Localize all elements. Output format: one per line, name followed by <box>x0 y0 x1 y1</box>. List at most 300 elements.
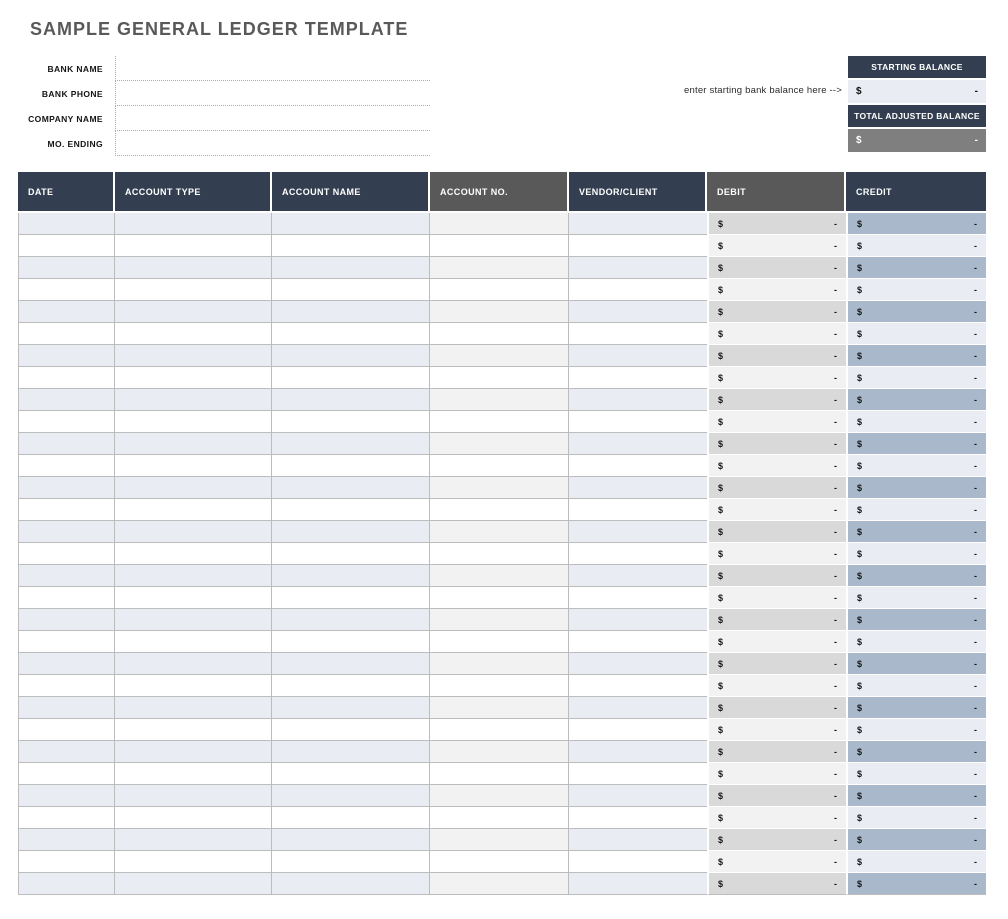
cell-date[interactable] <box>18 257 115 279</box>
cell-date[interactable] <box>18 235 115 257</box>
cell-account-name[interactable] <box>272 499 430 521</box>
cell-vendor-client[interactable] <box>569 741 707 763</box>
cell-account-type[interactable] <box>115 499 272 521</box>
cell-account-name[interactable] <box>272 587 430 609</box>
cell-debit[interactable] <box>707 763 846 785</box>
credit-value: - <box>974 790 977 801</box>
cell-debit[interactable] <box>707 631 846 653</box>
cell-debit[interactable] <box>707 411 846 433</box>
cell-account-type[interactable] <box>115 631 272 653</box>
debit-value: - <box>834 350 837 361</box>
cell-credit[interactable] <box>846 389 986 411</box>
cell-account-no[interactable] <box>430 631 569 653</box>
cell-date[interactable] <box>18 609 115 631</box>
cell-debit[interactable] <box>707 851 846 873</box>
cell-account-type[interactable] <box>115 587 272 609</box>
cell-vendor-client[interactable] <box>569 301 707 323</box>
cell-account-type[interactable] <box>115 543 272 565</box>
cell-account-no[interactable] <box>430 807 569 829</box>
credit-value: - <box>974 768 977 779</box>
cell-credit[interactable] <box>846 521 986 543</box>
cell-account-name[interactable] <box>272 389 430 411</box>
cell-vendor-client[interactable] <box>569 499 707 521</box>
cell-date[interactable] <box>18 521 115 543</box>
cell-account-name[interactable] <box>272 323 430 345</box>
bank-name-field[interactable] <box>115 56 430 81</box>
credit-currency: $ <box>857 878 863 889</box>
cell-account-type[interactable] <box>115 521 272 543</box>
cell-account-no[interactable] <box>430 697 569 719</box>
cell-account-no[interactable] <box>430 323 569 345</box>
cell-account-no[interactable] <box>430 851 569 873</box>
cell-debit[interactable] <box>707 653 846 675</box>
cell-account-name[interactable] <box>272 301 430 323</box>
cell-date[interactable] <box>18 587 115 609</box>
debit-value: - <box>834 746 837 757</box>
cell-date[interactable] <box>18 477 115 499</box>
credit-value: - <box>974 394 977 405</box>
cell-account-type[interactable] <box>115 653 272 675</box>
debit-currency: $ <box>718 218 724 229</box>
cell-account-no[interactable] <box>430 565 569 587</box>
credit-value: - <box>974 702 977 713</box>
cell-account-name[interactable] <box>272 213 430 235</box>
cell-vendor-client[interactable] <box>569 697 707 719</box>
cell-credit[interactable] <box>846 455 986 477</box>
cell-credit[interactable] <box>846 279 986 301</box>
cell-date[interactable] <box>18 653 115 675</box>
cell-account-type[interactable] <box>115 851 272 873</box>
table-row <box>18 455 986 477</box>
cell-date[interactable] <box>18 565 115 587</box>
cell-account-no[interactable] <box>430 873 569 895</box>
table-row <box>18 301 986 323</box>
cell-debit[interactable] <box>707 279 846 301</box>
cell-credit[interactable] <box>846 653 986 675</box>
cell-account-name[interactable] <box>272 543 430 565</box>
cell-account-name[interactable] <box>272 807 430 829</box>
cell-account-name[interactable] <box>272 675 430 697</box>
cell-debit[interactable] <box>707 257 846 279</box>
cell-credit[interactable] <box>846 235 986 257</box>
table-row <box>18 763 986 785</box>
cell-account-type[interactable] <box>115 213 272 235</box>
cell-account-type[interactable] <box>115 323 272 345</box>
table-row <box>18 609 986 631</box>
cell-credit[interactable] <box>846 785 986 807</box>
debit-value: - <box>834 834 837 845</box>
cell-account-type[interactable] <box>115 301 272 323</box>
cell-date[interactable] <box>18 873 115 895</box>
cell-vendor-client[interactable] <box>569 433 707 455</box>
starting-balance-currency: $ <box>856 86 862 97</box>
cell-vendor-client[interactable] <box>569 455 707 477</box>
cell-account-type[interactable] <box>115 763 272 785</box>
cell-account-no[interactable] <box>430 455 569 477</box>
cell-debit[interactable] <box>707 697 846 719</box>
cell-debit[interactable] <box>707 433 846 455</box>
cell-credit[interactable] <box>846 499 986 521</box>
cell-vendor-client[interactable] <box>569 213 707 235</box>
credit-currency: $ <box>857 372 863 383</box>
cell-debit[interactable] <box>707 543 846 565</box>
debit-value: - <box>834 372 837 383</box>
cell-vendor-client[interactable] <box>569 323 707 345</box>
cell-account-type[interactable] <box>115 345 272 367</box>
table-row <box>18 873 986 895</box>
bank-info-form <box>18 56 430 156</box>
debit-currency: $ <box>718 658 724 669</box>
cell-debit[interactable] <box>707 741 846 763</box>
cell-credit[interactable] <box>846 609 986 631</box>
cell-account-no[interactable] <box>430 785 569 807</box>
debit-currency: $ <box>718 372 724 383</box>
cell-account-no[interactable] <box>430 521 569 543</box>
cell-account-name[interactable] <box>272 741 430 763</box>
debit-currency: $ <box>718 570 724 581</box>
cell-account-type[interactable] <box>115 785 272 807</box>
debit-value: - <box>834 306 837 317</box>
cell-date[interactable] <box>18 279 115 301</box>
company-name-field[interactable] <box>115 106 430 131</box>
cell-credit[interactable] <box>846 741 986 763</box>
cell-date[interactable] <box>18 389 115 411</box>
cell-account-no[interactable] <box>430 235 569 257</box>
debit-value: - <box>834 614 837 625</box>
cell-vendor-client[interactable] <box>569 609 707 631</box>
cell-account-name[interactable] <box>272 829 430 851</box>
cell-account-name[interactable] <box>272 719 430 741</box>
cell-credit[interactable] <box>846 807 986 829</box>
column-header-account-type: ACCOUNT TYPE <box>115 172 272 213</box>
cell-account-name[interactable] <box>272 433 430 455</box>
cell-debit[interactable] <box>707 389 846 411</box>
credit-currency: $ <box>857 592 863 603</box>
cell-account-type[interactable] <box>115 279 272 301</box>
cell-account-no[interactable] <box>430 675 569 697</box>
cell-account-type[interactable] <box>115 389 272 411</box>
cell-vendor-client[interactable] <box>569 477 707 499</box>
cell-vendor-client[interactable] <box>569 235 707 257</box>
starting-balance-cell[interactable] <box>848 80 986 103</box>
cell-date[interactable] <box>18 785 115 807</box>
cell-account-name[interactable] <box>272 609 430 631</box>
cell-credit[interactable] <box>846 631 986 653</box>
cell-account-type[interactable] <box>115 411 272 433</box>
cell-vendor-client[interactable] <box>569 411 707 433</box>
cell-account-name[interactable] <box>272 257 430 279</box>
cell-debit[interactable] <box>707 213 846 235</box>
balance-box <box>848 56 986 154</box>
cell-account-type[interactable] <box>115 719 272 741</box>
table-row <box>18 807 986 829</box>
cell-account-name[interactable] <box>272 235 430 257</box>
credit-value: - <box>974 834 977 845</box>
cell-account-type[interactable] <box>115 675 272 697</box>
cell-account-name[interactable] <box>272 763 430 785</box>
cell-account-type[interactable] <box>115 829 272 851</box>
debit-currency: $ <box>718 680 724 691</box>
cell-vendor-client[interactable] <box>569 719 707 741</box>
form-row-company-name <box>18 106 430 131</box>
debit-value: - <box>834 790 837 801</box>
cell-debit[interactable] <box>707 675 846 697</box>
cell-debit[interactable] <box>707 873 846 895</box>
cell-debit[interactable] <box>707 609 846 631</box>
cell-account-name[interactable] <box>272 653 430 675</box>
cell-account-no[interactable] <box>430 587 569 609</box>
cell-account-type[interactable] <box>115 873 272 895</box>
cell-credit[interactable] <box>846 543 986 565</box>
credit-currency: $ <box>857 262 863 273</box>
cell-credit[interactable] <box>846 411 986 433</box>
bank-name-label: BANK NAME <box>47 63 103 74</box>
table-row <box>18 433 986 455</box>
cell-date[interactable] <box>18 499 115 521</box>
credit-value: - <box>974 284 977 295</box>
credit-value: - <box>974 592 977 603</box>
cell-vendor-client[interactable] <box>569 543 707 565</box>
table-row <box>18 367 986 389</box>
cell-date[interactable] <box>18 543 115 565</box>
cell-date[interactable] <box>18 345 115 367</box>
cell-account-no[interactable] <box>430 741 569 763</box>
cell-vendor-client[interactable] <box>569 763 707 785</box>
cell-date[interactable] <box>18 675 115 697</box>
ledger-header-row <box>18 172 986 213</box>
cell-date[interactable] <box>18 323 115 345</box>
cell-date[interactable] <box>18 213 115 235</box>
cell-date[interactable] <box>18 367 115 389</box>
debit-value: - <box>834 482 837 493</box>
credit-value: - <box>974 328 977 339</box>
cell-account-no[interactable] <box>430 301 569 323</box>
cell-account-no[interactable] <box>430 653 569 675</box>
debit-value: - <box>834 416 837 427</box>
cell-account-no[interactable] <box>430 829 569 851</box>
cell-account-type[interactable] <box>115 807 272 829</box>
cell-vendor-client[interactable] <box>569 587 707 609</box>
debit-value: - <box>834 328 837 339</box>
cell-date[interactable] <box>18 829 115 851</box>
cell-debit[interactable] <box>707 719 846 741</box>
cell-debit[interactable] <box>707 785 846 807</box>
cell-debit[interactable] <box>707 587 846 609</box>
cell-account-no[interactable] <box>430 411 569 433</box>
form-row-bank-phone <box>18 81 430 106</box>
credit-value: - <box>974 306 977 317</box>
cell-debit[interactable] <box>707 345 846 367</box>
cell-debit[interactable] <box>707 455 846 477</box>
column-header-account-no: ACCOUNT NO. <box>430 172 569 213</box>
cell-account-no[interactable] <box>430 609 569 631</box>
cell-vendor-client[interactable] <box>569 851 707 873</box>
cell-debit[interactable] <box>707 499 846 521</box>
cell-credit[interactable] <box>846 433 986 455</box>
ledger-body <box>18 213 986 895</box>
cell-account-type[interactable] <box>115 257 272 279</box>
cell-credit[interactable] <box>846 301 986 323</box>
cell-credit[interactable] <box>846 873 986 895</box>
cell-account-type[interactable] <box>115 477 272 499</box>
debit-currency: $ <box>718 284 724 295</box>
cell-account-no[interactable] <box>430 213 569 235</box>
credit-currency: $ <box>857 614 863 625</box>
cell-date[interactable] <box>18 697 115 719</box>
table-row <box>18 521 986 543</box>
cell-account-no[interactable] <box>430 389 569 411</box>
cell-debit[interactable] <box>707 367 846 389</box>
cell-date[interactable] <box>18 301 115 323</box>
cell-credit[interactable] <box>846 851 986 873</box>
credit-currency: $ <box>857 856 863 867</box>
cell-account-name[interactable] <box>272 455 430 477</box>
debit-currency: $ <box>718 240 724 251</box>
credit-currency: $ <box>857 680 863 691</box>
cell-account-no[interactable] <box>430 257 569 279</box>
debit-value: - <box>834 724 837 735</box>
cell-vendor-client[interactable] <box>569 521 707 543</box>
credit-value: - <box>974 856 977 867</box>
credit-currency: $ <box>857 812 863 823</box>
cell-vendor-client[interactable] <box>569 873 707 895</box>
cell-vendor-client[interactable] <box>569 785 707 807</box>
cell-account-no[interactable] <box>430 433 569 455</box>
cell-account-no[interactable] <box>430 345 569 367</box>
cell-account-type[interactable] <box>115 741 272 763</box>
cell-account-type[interactable] <box>115 235 272 257</box>
cell-debit[interactable] <box>707 565 846 587</box>
cell-date[interactable] <box>18 741 115 763</box>
cell-account-name[interactable] <box>272 345 430 367</box>
cell-account-type[interactable] <box>115 455 272 477</box>
cell-credit[interactable] <box>846 829 986 851</box>
credit-currency: $ <box>857 460 863 471</box>
cell-credit[interactable] <box>846 565 986 587</box>
cell-vendor-client[interactable] <box>569 279 707 301</box>
debit-value: - <box>834 284 837 295</box>
cell-debit[interactable] <box>707 235 846 257</box>
credit-currency: $ <box>857 482 863 493</box>
cell-account-name[interactable] <box>272 873 430 895</box>
debit-currency: $ <box>718 460 724 471</box>
cell-account-no[interactable] <box>430 367 569 389</box>
cell-credit[interactable] <box>846 697 986 719</box>
credit-currency: $ <box>857 504 863 515</box>
cell-date[interactable] <box>18 851 115 873</box>
cell-date[interactable] <box>18 455 115 477</box>
cell-account-type[interactable] <box>115 433 272 455</box>
cell-debit[interactable] <box>707 521 846 543</box>
cell-account-name[interactable] <box>272 279 430 301</box>
cell-account-name[interactable] <box>272 785 430 807</box>
cell-date[interactable] <box>18 807 115 829</box>
cell-account-no[interactable] <box>430 477 569 499</box>
cell-debit[interactable] <box>707 829 846 851</box>
table-row <box>18 279 986 301</box>
cell-account-type[interactable] <box>115 565 272 587</box>
cell-vendor-client[interactable] <box>569 675 707 697</box>
cell-vendor-client[interactable] <box>569 829 707 851</box>
cell-account-type[interactable] <box>115 367 272 389</box>
cell-credit[interactable] <box>846 345 986 367</box>
company-name-label: COMPANY NAME <box>28 113 103 124</box>
cell-credit[interactable] <box>846 367 986 389</box>
credit-currency: $ <box>857 702 863 713</box>
cell-credit[interactable] <box>846 763 986 785</box>
cell-vendor-client[interactable] <box>569 345 707 367</box>
credit-currency: $ <box>857 724 863 735</box>
table-row <box>18 389 986 411</box>
debit-currency: $ <box>718 350 724 361</box>
cell-credit[interactable] <box>846 587 986 609</box>
cell-account-name[interactable] <box>272 697 430 719</box>
cell-credit[interactable] <box>846 477 986 499</box>
cell-account-no[interactable] <box>430 543 569 565</box>
cell-date[interactable] <box>18 719 115 741</box>
cell-account-name[interactable] <box>272 851 430 873</box>
debit-value: - <box>834 240 837 251</box>
cell-account-type[interactable] <box>115 609 272 631</box>
bank-phone-field[interactable] <box>115 81 430 106</box>
cell-credit[interactable] <box>846 257 986 279</box>
debit-value: - <box>834 548 837 559</box>
cell-date[interactable] <box>18 631 115 653</box>
mo-ending-label: MO. ENDING <box>47 138 103 149</box>
cell-vendor-client[interactable] <box>569 653 707 675</box>
credit-currency: $ <box>857 328 863 339</box>
debit-currency: $ <box>718 548 724 559</box>
cell-date[interactable] <box>18 433 115 455</box>
cell-vendor-client[interactable] <box>569 257 707 279</box>
cell-account-no[interactable] <box>430 763 569 785</box>
cell-debit[interactable] <box>707 477 846 499</box>
cell-credit[interactable] <box>846 213 986 235</box>
cell-date[interactable] <box>18 763 115 785</box>
credit-currency: $ <box>857 218 863 229</box>
cell-account-type[interactable] <box>115 697 272 719</box>
table-row <box>18 631 986 653</box>
cell-account-name[interactable] <box>272 565 430 587</box>
cell-date[interactable] <box>18 411 115 433</box>
cell-account-name[interactable] <box>272 367 430 389</box>
credit-value: - <box>974 504 977 515</box>
debit-currency: $ <box>718 768 724 779</box>
cell-account-name[interactable] <box>272 631 430 653</box>
cell-account-no[interactable] <box>430 499 569 521</box>
cell-vendor-client[interactable] <box>569 389 707 411</box>
cell-credit[interactable] <box>846 675 986 697</box>
cell-account-name[interactable] <box>272 477 430 499</box>
cell-vendor-client[interactable] <box>569 565 707 587</box>
cell-credit[interactable] <box>846 323 986 345</box>
cell-account-no[interactable] <box>430 719 569 741</box>
mo-ending-field[interactable] <box>115 131 430 156</box>
cell-account-name[interactable] <box>272 521 430 543</box>
cell-account-name[interactable] <box>272 411 430 433</box>
debit-value: - <box>834 438 837 449</box>
cell-debit[interactable] <box>707 323 846 345</box>
cell-debit[interactable] <box>707 301 846 323</box>
table-row <box>18 851 986 873</box>
cell-account-no[interactable] <box>430 279 569 301</box>
cell-vendor-client[interactable] <box>569 367 707 389</box>
cell-credit[interactable] <box>846 719 986 741</box>
table-row <box>18 741 986 763</box>
cell-vendor-client[interactable] <box>569 807 707 829</box>
cell-debit[interactable] <box>707 807 846 829</box>
cell-vendor-client[interactable] <box>569 631 707 653</box>
